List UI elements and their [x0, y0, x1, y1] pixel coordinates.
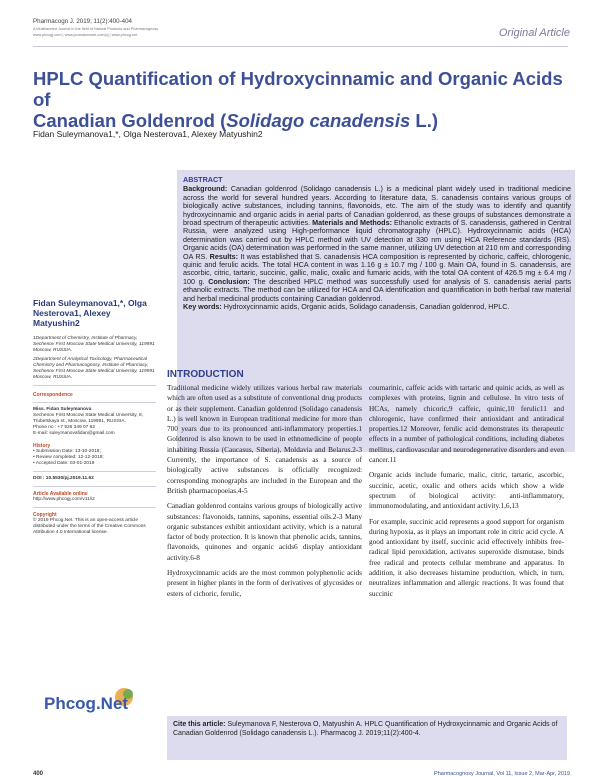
online-url[interactable]: http://www.phcogj.com/v11/i2	[33, 497, 95, 502]
paragraph: Traditional medicine widely utilizes various herbal raw materials which are often used as a substitute of conventional drug products or as their supplement. Canadian goldenrod (Solidago canadensis L.) is well known in European traditional medicine for more than 700 years due to its pronounced anti-inflammatory properties.1 Goldenrod is also known to be used in ethnomedicine of people inhabiting Russia (Caucasus, Siberia), Moldavia and Belarus.2-3 Currently, the importance of S. canadensis as a source of biologically active substances is officially recognized: corresponding monographs are included in the European and the British pharmacopoeias.4-5	[167, 383, 362, 495]
footer-journal-info: Pharmacognosy Journal, Vol 11, Issue 2, Mar-Apr, 2019	[434, 771, 570, 777]
paragraph: Canadian goldenrod contains various groups of biologically active substances: flavonoids, tannins, saponins, essential oils.2-3 Many organic substances exhibit antioxidant activity, which is a natural factor of body protection. It is known that phenolic acids, tannins, flavonoids, quinones and organic acids6 display antioxidant activity.6-8	[167, 501, 362, 562]
sidebar-divider	[33, 507, 156, 508]
background-label: Background:	[183, 184, 228, 194]
intro-column-2	[369, 383, 564, 604]
correspondence-phone: Phone no : +7 926 349 07 62	[33, 425, 96, 430]
sidebar-authors: Fidan Suleymanova1,*, Olga Nesterova1, Alexey Matyushin2	[33, 298, 147, 328]
results-text: It was established that S. canadensis HCA composition is represented by cichoric, caffeic, chlorogenic, quinic and ferulic acids. The total HCA content in was 1.16 g ± 10.7 mg / 100 g. Main OA, found in S. canadensis, are ascorbic, citric, tartaric, succinic, gallic, malic, oxalic and fumaric acids, with the total OA content of 426.5 mg ± 6.4 mg / 100 g.	[183, 251, 572, 286]
copyright-text: © 2019 Phcog.Net. This is an open-access article distributed under the terms of the Creative Commons Attribution 4.0 International license.	[33, 518, 146, 535]
correspondence-name: Miss. Fidan Suleymanova	[33, 407, 92, 412]
authors-line: Fidan Suleymanova1,*, Olga Nesterova1, Alexey Matyushin2	[33, 129, 263, 139]
conclusion-text: The described HPLC method was successfully used for analysis of S. canadensis aerial parts ethanolic extracts. The method can be utilized for HCA and OA identification and quantification in both herbal raw material and herbal medicinal products containing Canadian goldenrod.	[183, 276, 572, 303]
correspondence-email[interactable]: E-mail: suleymanovafidan@gmail.com	[33, 431, 115, 436]
phcog-logo	[44, 686, 144, 718]
paragraph: coumarinic, caffeic acids with tartaric and quinic acids, as well as complexes with proteins, lignin and cellulose. In vitro tests of HCAs, namely chicoric,9 caffeic, quinic,10 ferulic11 and chlorogenic, have confirmed their antioxidant and antiradical properties.12 Moreover, ferulic acid demonstrates its therapeutic effects in a number of pathological conditions, including diabetes mellitus, cardiovascular and neurodegenerative disorders and even cancer.11	[369, 383, 564, 465]
citation-box	[167, 716, 567, 760]
history-item: • Submission Date: 13-10-2018;	[33, 449, 101, 454]
sidebar-divider	[33, 385, 156, 386]
methods-text: Ethanolic extracts of S. canadensis, gathered in Central Russia, were analyzed using High-performance liquid chromatography (HPLC). Hydroxycinnamic acids (HCA) determination was carried out by HPLC method with UV detection at 330 nm using HCA Reference standards (RS). Organic acids (OA) determination was performed in the same manner, utilizing UV detection at 210 nm and corresponding OA RS.	[183, 218, 571, 261]
title-text-end: L.)	[410, 110, 439, 131]
intro-column-1	[167, 383, 362, 604]
sidebar-divider	[33, 402, 156, 403]
journal-tagline: A Multifaceted Journal in the field of Natural Products and Pharmacognosy	[33, 27, 159, 31]
history-item: • Accepted Date: 03-01-2019	[33, 461, 95, 466]
correspondence-heading: Correspondence	[33, 392, 73, 398]
paragraph: Organic acids include fumaric, malic, citric, tartaric, ascorbic, succinic, acetic, oxalic and others acids which show a wide spectrum of biological activity: anti-inflammatory, immunomodulating, and antioxidant activity.1,6,13	[369, 470, 564, 511]
sidebar-divider	[33, 486, 156, 487]
paper-title	[33, 68, 568, 131]
results-label: Results:	[209, 251, 239, 261]
affiliation-1: 1Department of Chemistry, Institute of Pharmacy, Sechenov First Moscow State Medical University, 119991 Moscow, RUSSIA.	[33, 336, 155, 353]
paragraph: Hydroxycinnamic acids are the most common polyphenolic acids present in higher plants in the form of derivatives of glycosides or esters of cichoric, ferulic,	[167, 568, 362, 598]
logo-text: Phcog.Net	[44, 694, 129, 713]
title-text: Canadian Goldenrod (	[33, 110, 227, 131]
background-text: Canadian goldenrod (Solidago canadensis L.) is a medicinal plant widely used in traditional medicine across the world for several hundred years. According to literature data, S. canadensis contains various groups of biologically active substances, including tannins, flavonoids, etc. The aim of the study was to identify and quantify hydroxycinnamic and organic acids in aerial parts of Canadian goldenrod, as these groups of substances demonstrate a broad spectrum of therapeutic activities.	[183, 184, 571, 228]
header-divider	[33, 46, 568, 47]
cite-label: Cite this article:	[173, 721, 226, 728]
title-line-1: HPLC Quantification of Hydroxycinnamic and Organic Acids of	[33, 68, 563, 110]
sidebar-divider	[33, 471, 156, 472]
article-type: Original Article	[498, 27, 570, 39]
journal-name: Pharmacogn J. 2019; 11(2):400-404	[33, 18, 132, 25]
keywords-text: Hydroxycinnamic acids, Organic acids, Solidago canadensis, Canadian goldenrod, HPLC.	[221, 302, 510, 312]
affiliation-2: 2Department of Analytical Toxicology, Pharmaceutical Chemistry and Pharmacognosy, Institute of Pharmacy, Sechenov First Moscow State Medical University, 119991 Moscow, RUSSIA.	[33, 357, 155, 380]
title-line-2	[33, 110, 568, 131]
paragraph: For example, succinic acid represents a good support for organism during hypoxia, as it plays an important role in citric acid cycle. A good antioxidant by itself, succinic acid effectively inhibits free-radical lipid peroxidation, activates superoxide dismutase, binds free radical and protects cellular membrane and apparatus. In addition, it also decreases histamine production, which, in turn, neutralizes inflammation and allergic reactions. It was found that succinic	[369, 516, 564, 598]
history-item: • Review completed: 12-12-2018;	[33, 455, 104, 460]
page-number: 400	[33, 771, 44, 777]
keywords-label: Key words:	[183, 302, 222, 312]
sidebar	[33, 298, 156, 536]
title-species: Solidago canadensis	[226, 110, 411, 131]
cite-text: Suleymanova F, Nesterova O, Matyushin A. HPLC Quantification of Hydroxycinnamic and Organic Acids of Canadian Goldenrod (Solidago canadensis L.). Pharmacog J. 2019;11(2):400-4.	[173, 721, 558, 737]
doi[interactable]: DOI : 10.5530/pj.2019.11.62	[33, 476, 94, 481]
copyright-heading: Copyright	[33, 512, 57, 518]
online-heading: Article Available online	[33, 491, 88, 497]
conclusion-label: Conclusion:	[208, 276, 250, 286]
introduction-heading: INTRODUCTION	[167, 369, 244, 380]
history-heading: History	[33, 443, 51, 449]
journal-websites[interactable]: www.phcogj.com | www.journalonweb.com/pj | www.phcog.net	[33, 33, 138, 37]
correspondence-address: Sechenov First Moscow State Medical University, 8, Trubetskaya st., Moscow, 119991, RUSSIA.	[33, 413, 144, 424]
methods-label: Materials and Methods:	[312, 218, 392, 228]
abstract-heading: ABSTRACT	[183, 175, 223, 184]
